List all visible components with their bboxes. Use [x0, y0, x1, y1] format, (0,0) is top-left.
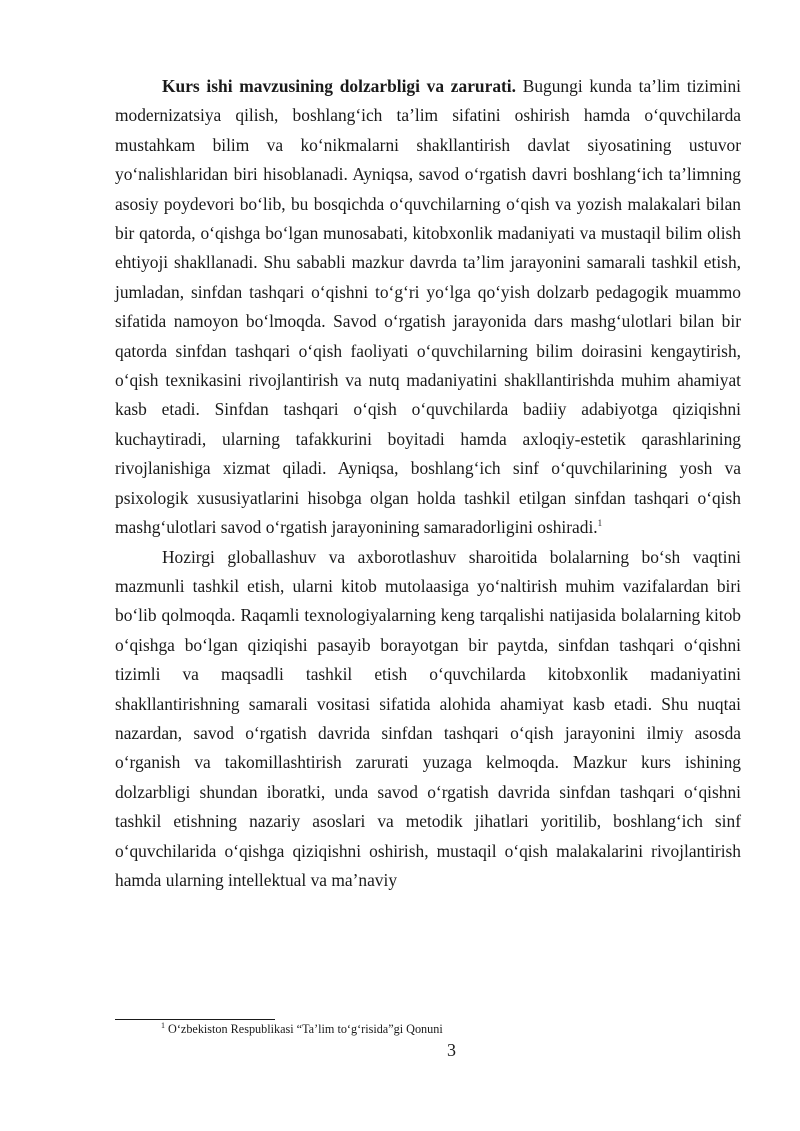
- paragraph-text: Bugungi kunda ta’lim tizimini modernizatsiya qilish, boshlang‘ich ta’lim sifatini oshirish hamda o‘quvchilarda mustahkam bilim va ko‘nikmalarni shakllantirish davlat siyosatining ustuvor yo‘nalishlaridan biri hisoblanadi. Ayniqsa, savod o‘rgatish davri boshlang‘ich ta’limning asosiy poydevori bo‘lib, bu bosqichda o‘quvchilarning o‘qish va yozish malakalari bilan bir qatorda, o‘qishga bo‘lgan munosabati, kitobxonlik madaniyati va mustaqil bilim olish ehtiyoji shakllanadi. Shu sababli mazkur davrda ta’lim jarayonini samarali tashkil etish, jumladan, sinfdan tashqari o‘qishni to‘g‘ri yo‘lga qo‘yish dolzarb pedagogik muammo sifatida namoyon bo‘lmoqda. Savod o‘rgatish jarayonida dars mashg‘ulotlari bilan bir qatorda sinfdan tashqari o‘qish faoliyati o‘quvchilarning bilim doirasini kengaytirish, o‘qish texnikasini rivojlantirish va nutq madaniyatini shakllantirishda muhim ahamiyat kasb etadi. Sinfdan tashqari o‘qish o‘quvchilarda badiiy adabiyotga qiziqishni kuchaytiradi, ularning tafakkurini boyitadi hamda axloqiy-estetik qarashlarining rivojlanishiga xizmat qiladi. Ayniqsa, boshlang‘ich sinf o‘quvchilarining yosh va psixologik xususiyatlarini hisobga olgan holda tashkil etilgan sinfdan tashqari o‘qish mashg‘ulotlari savod o‘rgatish jarayonining samaradorligini oshiradi.: [115, 76, 741, 538]
- footnote-number: 1: [161, 1020, 165, 1030]
- footnote-separator: [115, 1019, 275, 1020]
- footnote-reference[interactable]: 1: [597, 518, 603, 529]
- page-number: 3: [447, 1040, 456, 1060]
- paragraph-text: Hozirgi globallashuv va axborotlashuv sharoitida bolalarning bo‘sh vaqtini mazmunli tashkil etish, ularni kitob mutolaasiga yo‘naltirish muhim vazifalardan biri bo‘lib qolmoqda. Raqamli texnologiyalarning keng tarqalishi natijasida bolalarning kitob o‘qishga bo‘lgan qiziqishi pasayib borayotgan bir paytda, sinfdan tashqari o‘qishni tizimli va maqsadli tashkil etish o‘quvchilarda kitobxonlik madaniyatini shakllantirishning samarali vositasi sifatida alohida ahamiyat kasb etadi. Shu nuqtai nazardan, savod o‘rgatish davrida sinfdan tashqari o‘qish jarayonini ilmiy asosda o‘rganish va takomillashtirish zarurati yuzaga kelmoqda. Mazkur kurs ishining dolzarbligi shundan iboratki, unda savod o‘rgatish davrida sinfdan tashqari o‘qishni tashkil etishning nazariy asoslari va metodik jihatlari yoritilib, boshlang‘ich sinf o‘quvchilarida o‘qishga qiziqishni oshirish, mustaqil o‘qish malakalarini rivojlantirish hamda ularning intellektual va ma’naviy: [115, 546, 741, 890]
- footnote: [161, 1022, 443, 1037]
- paragraph-relevance: [115, 72, 741, 543]
- body-text: [115, 72, 741, 895]
- paragraph-heading: Kurs ishi mavzusining dolzarbligi va zarurati.: [162, 76, 516, 96]
- footnote-text: O‘zbekiston Respublikasi “Ta’lim to‘g‘risida”gi Qonuni: [168, 1022, 443, 1036]
- paragraph-globalization: [115, 543, 741, 896]
